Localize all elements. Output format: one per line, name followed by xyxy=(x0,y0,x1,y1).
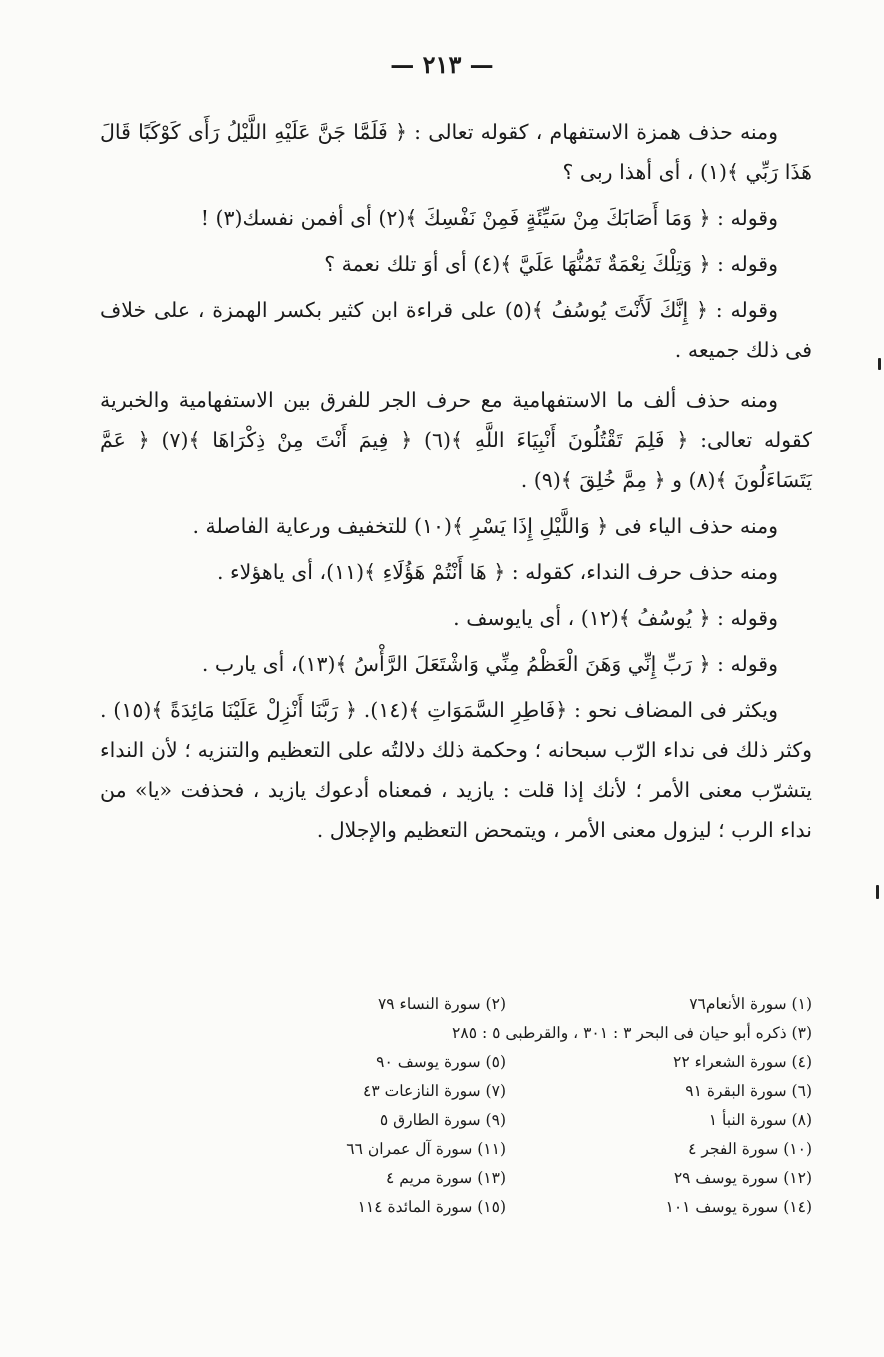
paragraph-nima: وقوله : ﴿ وَتِلْكَ نِعْمَةٌ تَمُنُّهَا عَلَيَّ ﴾(٤) أى أوَ تلك نعمة ؟ xyxy=(324,252,778,276)
paragraph-yusuf-qiraa: وقوله : ﴿ إِنَّكَ لَأَنْتَ يُوسُفُ ﴾(٥) على قراءة ابن كثير بكسر الهمزة ، على خلاف فى ذلك جميعه . xyxy=(100,298,812,362)
paragraph-hamza: ومنه حذف همزة الاستفهام ، كقوله تعالى : ﴿ فَلَمَّا جَنَّ عَلَيْهِ اللَّيْلُ رَأَى كَوْكَبًا قَالَ هَذَا رَبِّي ﴾(١) ، أى أهذا ربى ؟ xyxy=(100,120,812,184)
footnote-15: (١٥) سورة المائدة ١١٤ xyxy=(357,1198,506,1216)
paragraph-nida: ومنه حذف حرف النداء، كقوله : ﴿ هَا أَنْتُمْ هَؤُلَاءِ ﴾(١١)، أى ياهؤلاء . xyxy=(216,560,778,584)
main-text xyxy=(100,112,812,856)
footnote-row xyxy=(200,1106,812,1135)
footnote-2: (٢) سورة النساء ٧٩ xyxy=(377,995,506,1013)
footnote-14: (١٤) سورة يوسف ١٠١ xyxy=(665,1198,812,1216)
footnote-8: (٨) سورة النبأ ١ xyxy=(708,1111,812,1129)
paragraph-ya-rabb: وقوله : ﴿ رَبِّ إِنِّي وَهَنَ الْعَظْمُ مِنِّي وَاشْتَعَلَ الرَّأْسُ ﴾(١٣)، أى يارب . xyxy=(201,652,778,676)
footnote-row xyxy=(200,1135,812,1164)
footnote-row xyxy=(200,1048,812,1077)
footnote-1: (١) سورة الأنعام٧٦ xyxy=(689,995,812,1013)
footnote-12: (١٢) سورة يوسف ٢٩ xyxy=(673,1169,812,1187)
footnote-row xyxy=(200,1193,812,1222)
page-number: — ٢١٣ — xyxy=(390,50,494,79)
footnote-13: (١٣) سورة مريم ٤ xyxy=(386,1169,506,1187)
footnote-row xyxy=(200,990,812,1019)
footnote-5: (٥) سورة يوسف ٩٠ xyxy=(376,1053,506,1071)
margin-mark-bottom xyxy=(876,885,879,899)
paragraph-nafsik: وقوله : ﴿ وَمَا أَصَابَكَ مِنْ سَيِّئَةٍ فَمِنْ نَفْسِكَ ﴾(٢) أى أفمن نفسك(٣) ! xyxy=(200,206,778,230)
footnote-6: (٦) سورة البقرة ٩١ xyxy=(685,1082,812,1100)
paragraph-ya-hadhf: ومنه حذف الياء فى ﴿ وَاللَّيْلِ إِذَا يَسْرِ ﴾(١٠) للتخفيف ورعاية الفاصلة . xyxy=(192,514,778,538)
paragraph-ya-yusuf: وقوله : ﴿ يُوسُفُ ﴾(١٢) ، أى يايوسف . xyxy=(453,606,778,630)
footnote-9: (٩) سورة الطارق ٥ xyxy=(379,1111,506,1129)
footnote-row xyxy=(200,1164,812,1193)
footnote-11: (١١) سورة آل عمران ٦٦ xyxy=(346,1140,506,1158)
paragraph-alif-ma: ومنه حذف ألف ما الاستفهامية مع حرف الجر للفرق بين الاستفهامية والخبرية كقوله تعالى: ﴿ فَلِمَ تَقْتُلُونَ أَنْبِيَاءَ اللَّهِ ﴾(٦) ﴿ فِيمَ أَنْتَ مِنْ ذِكْرَاهَا ﴾(٧) ﴿ عَمَّ يَتَسَاءَلُونَ ﴾(٨) و ﴿ مِمَّ خُلِقَ ﴾(٩) . xyxy=(100,388,812,492)
footnote-row xyxy=(200,1077,812,1106)
paragraph-mudaf: ويكثر فى المضاف نحو : ﴿فَاطِرِ السَّمَوَاتِ ﴾(١٤). ﴿ رَبَّنَا أَنْزِلْ عَلَيْنَا مَائِدَةً ﴾(١٥) . وكثر ذلك فى نداء الرّب سبحانه ؛ وحكمة ذلك دلالتُه على التعظيم والتنزيه ؛ لأن النداء يتشرّب معنى الأمر ؛ لأنك إذا قلت : يازيد ، فمعناه أدعوك يازيد ، فحذفت «يا» من نداء الرب ؛ ليزول معنى الأمر ، ويتمحض التعظيم والإجلال . xyxy=(100,698,812,842)
footnote-4: (٤) سورة الشعراء ٢٢ xyxy=(673,1053,812,1071)
footnote-10: (١٠) سورة الفجر ٤ xyxy=(688,1140,812,1158)
footnote-3: (٣) ذكره أبو حيان فى البحر ٣ : ٣٠١ ، والقرطبى ٥ : ٢٨٥ xyxy=(452,1024,812,1042)
footnotes xyxy=(200,990,812,1222)
footnote-7: (٧) سورة النازعات ٤٣ xyxy=(363,1082,506,1100)
margin-mark-top xyxy=(878,358,881,370)
